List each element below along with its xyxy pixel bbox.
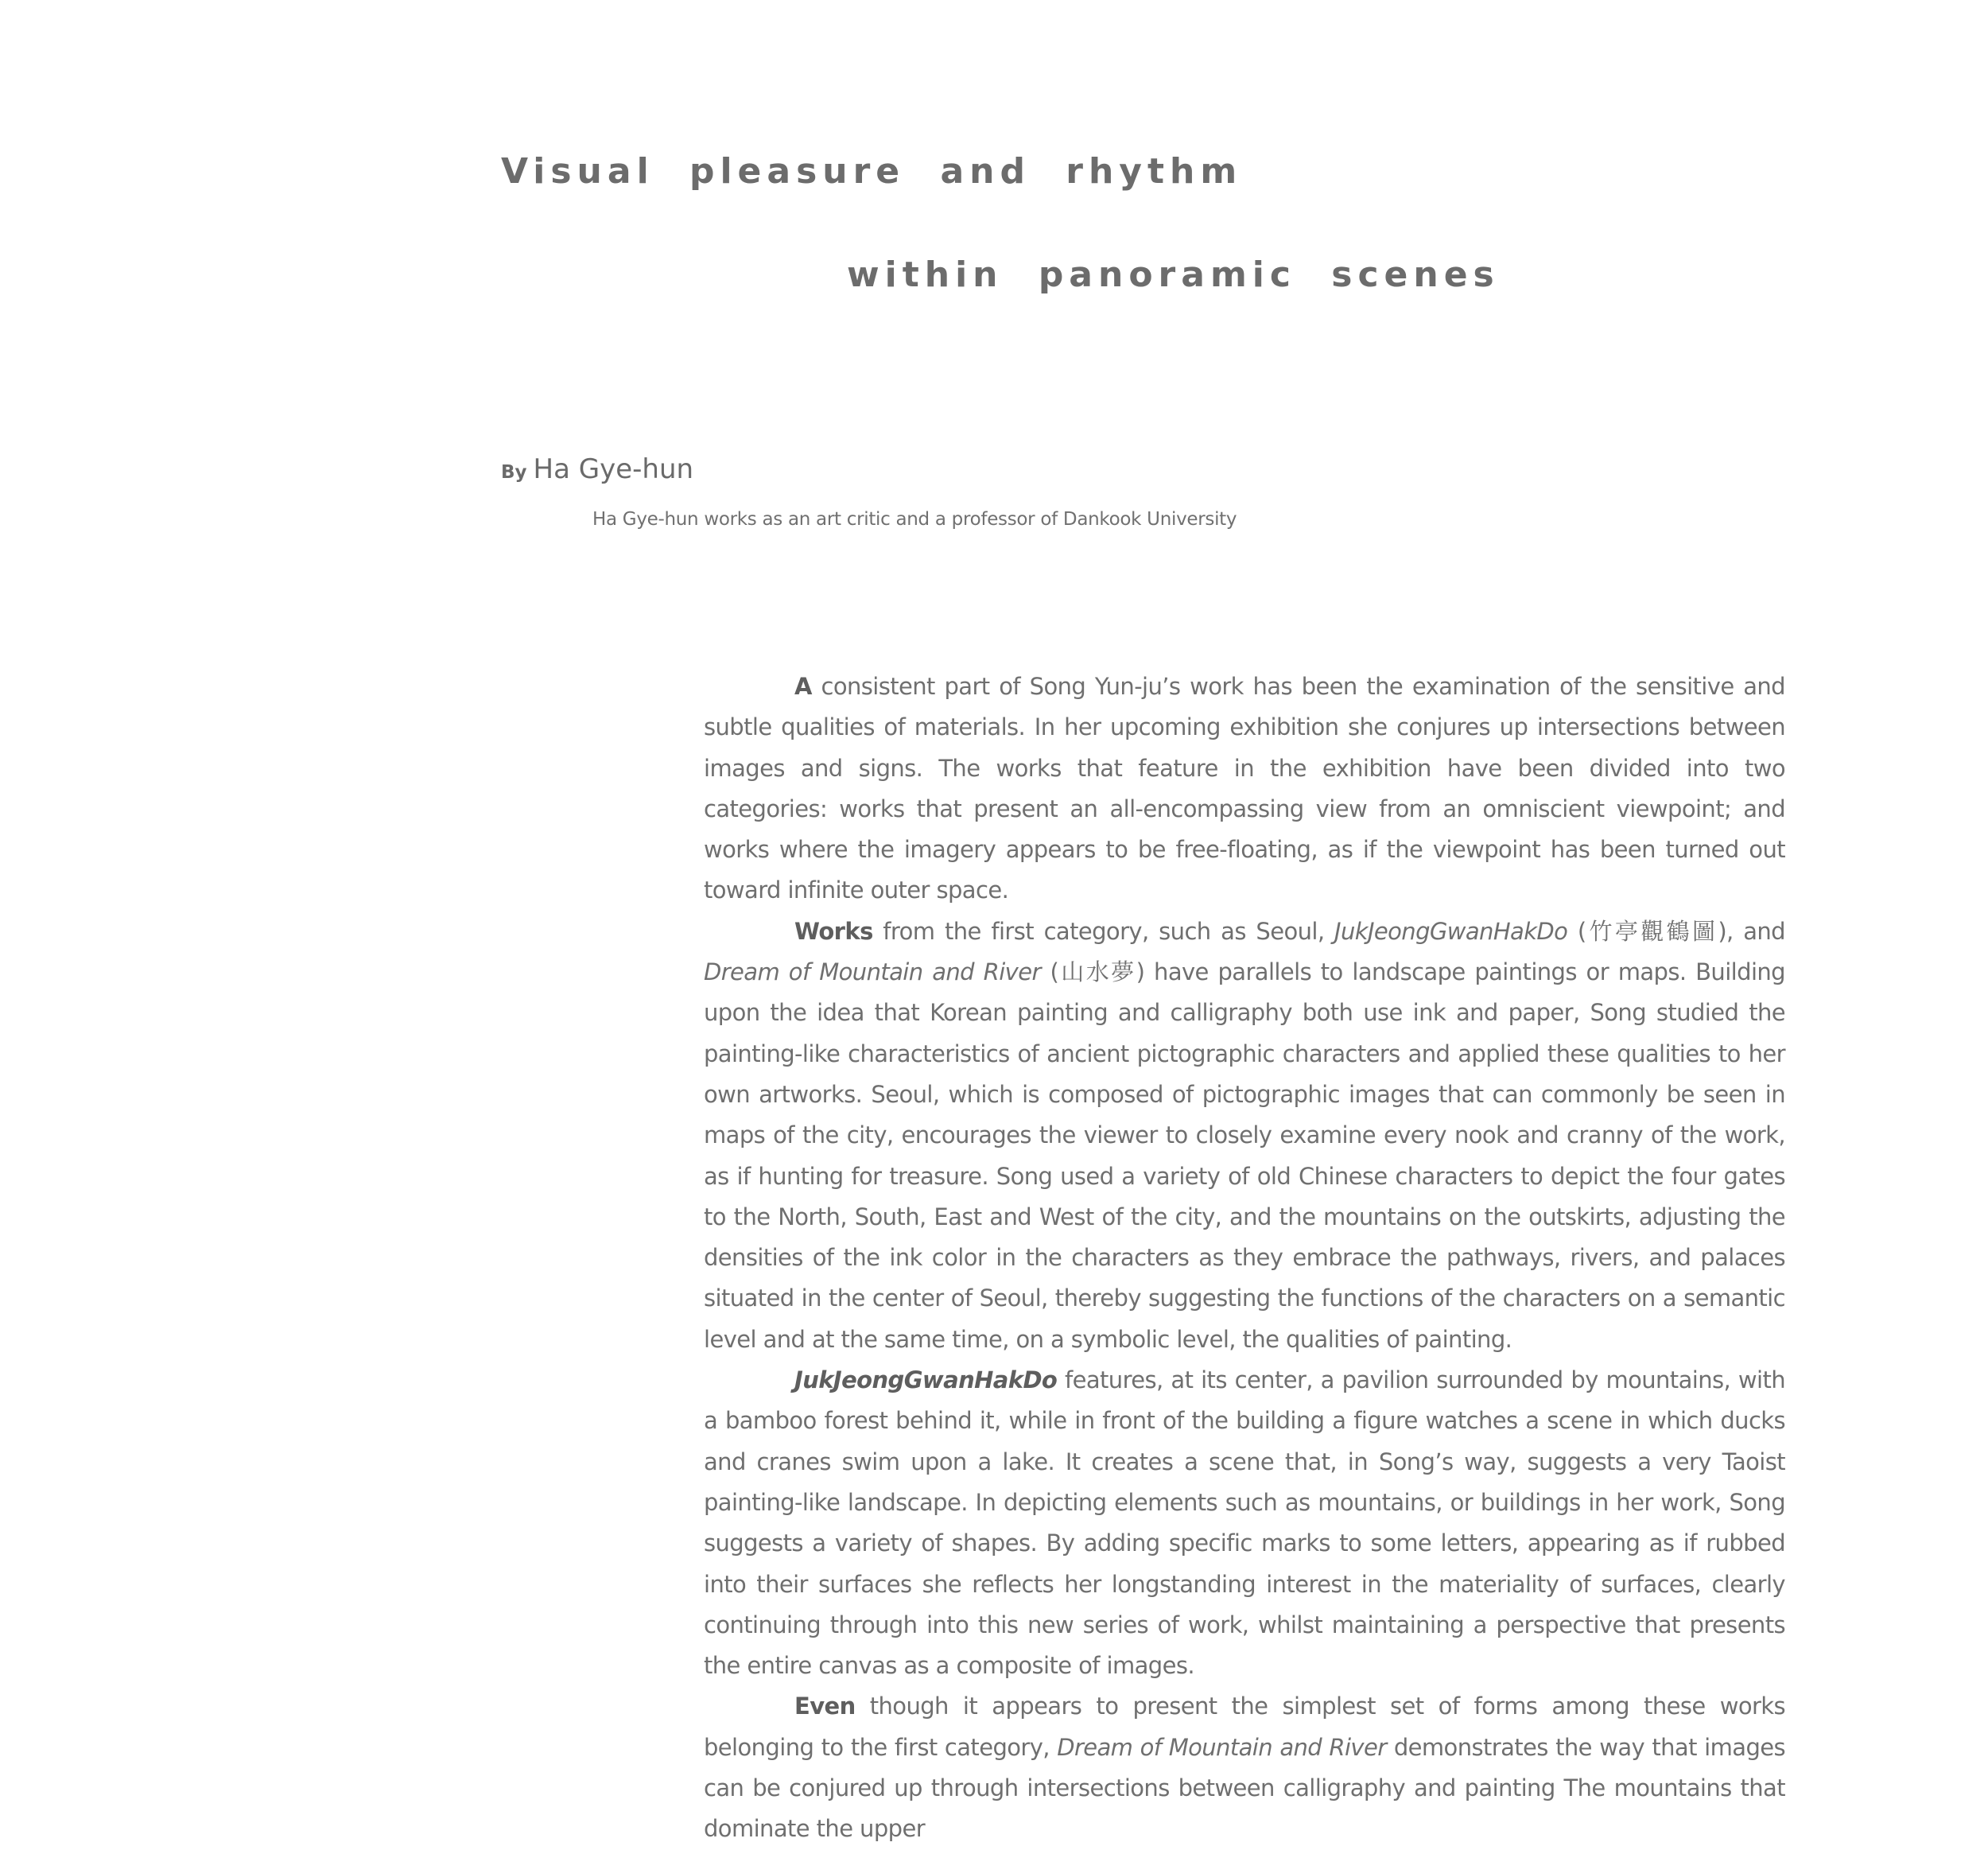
title-line-1: Visual pleasure and rhythm: [501, 151, 1243, 192]
paragraph-2: [704, 911, 1785, 1360]
article-body: [704, 667, 1785, 1850]
byline-prefix: By: [501, 462, 527, 483]
paragraph-text: from the first category, such as Seoul,: [872, 917, 1335, 945]
paragraph-text: consistent part of Song Yun-ju’s work has been the examination of the sensitive and subtle qualities of materials. In her upcoming exhibition she conjures up intersections between images and signs. The works that feature in the exhibition have been divided into two categories: works that present an all-encompassing view from an omniscient viewpoint; and works where the imagery appears to be free-floating, as if the viewpoint has been turned out toward infinite outer space.: [704, 673, 1785, 904]
byline: [501, 453, 693, 485]
artwork-title: Dream of Mountain and River: [1057, 1733, 1387, 1761]
paragraph-text: (山水夢) have parallels to landscape paintings or maps. Building upon the idea that Korean painting and calligraphy both use ink and paper, Song studied the painting-like characteristics of ancient pictographic characters and applied these qualities to her own artworks. Seoul, which is composed of pictographic images that can commonly be seen in maps of the city, encourages the viewer to closely examine every nook and cranny of the work, as if hunting for treasure. Song used a variety of old Chinese characters to depict the four gates to the North, South, East and West of the city, and the mountains on the outskirts, adjusting the densities of the ink color in the characters as they embrace the pathways, rivers, and palaces situated in the center of Seoul, thereby suggesting the functions of the characters on a semantic level and at the same time, on a symbolic level, the qualities of painting.: [704, 958, 1785, 1353]
paragraph-lead-word: Even: [794, 1693, 856, 1720]
paragraph-text: though it appears to present the simplest set of forms among these works belonging to the first category,: [704, 1693, 1785, 1761]
paragraph-lead-word: Works: [794, 917, 873, 945]
paragraph-text: (竹亭觀鶴圖), and: [1567, 917, 1785, 945]
title-line-2: within panoramic scenes: [847, 255, 1500, 295]
paragraph-3: [704, 1360, 1785, 1686]
paragraph-text: demonstrates the way that images can be conjured up through intersections between calligraphy and painting The mountains that dominate the upper: [704, 1733, 1786, 1843]
paragraph-text: features, at its center, a pavilion surrounded by mountains, with a bamboo forest behind it, while in front of the building a figure watches a scene in which ducks and cranes swim upon a lake. It creates a scene that, in Song’s way, suggests a very Taoist painting-like landscape. In depicting elements such as mountains, or buildings in her work, Song suggests a variety of shapes. By adding specific marks to some letters, appearing as if rubbed into their surfaces she reflects her longstanding interest in the materiality of surfaces, clearly continuing through into this new series of work, whilst maintaining a perspective that presents the entire canvas as a composite of images.: [704, 1366, 1785, 1680]
author-affiliation: Ha Gye-hun works as an art critic and a professor of Dankook University: [592, 509, 1237, 530]
author-name: Ha Gye-hun: [533, 453, 694, 485]
paragraph-4: [704, 1686, 1785, 1849]
artwork-title: Dream of Mountain and River: [704, 958, 1041, 986]
artwork-title: JukJeongGwanHakDo: [1334, 917, 1568, 945]
paragraph-lead-word: A: [794, 673, 812, 700]
paragraph-1: [704, 667, 1785, 911]
paragraph-lead-word: JukJeongGwanHakDo: [794, 1366, 1058, 1394]
